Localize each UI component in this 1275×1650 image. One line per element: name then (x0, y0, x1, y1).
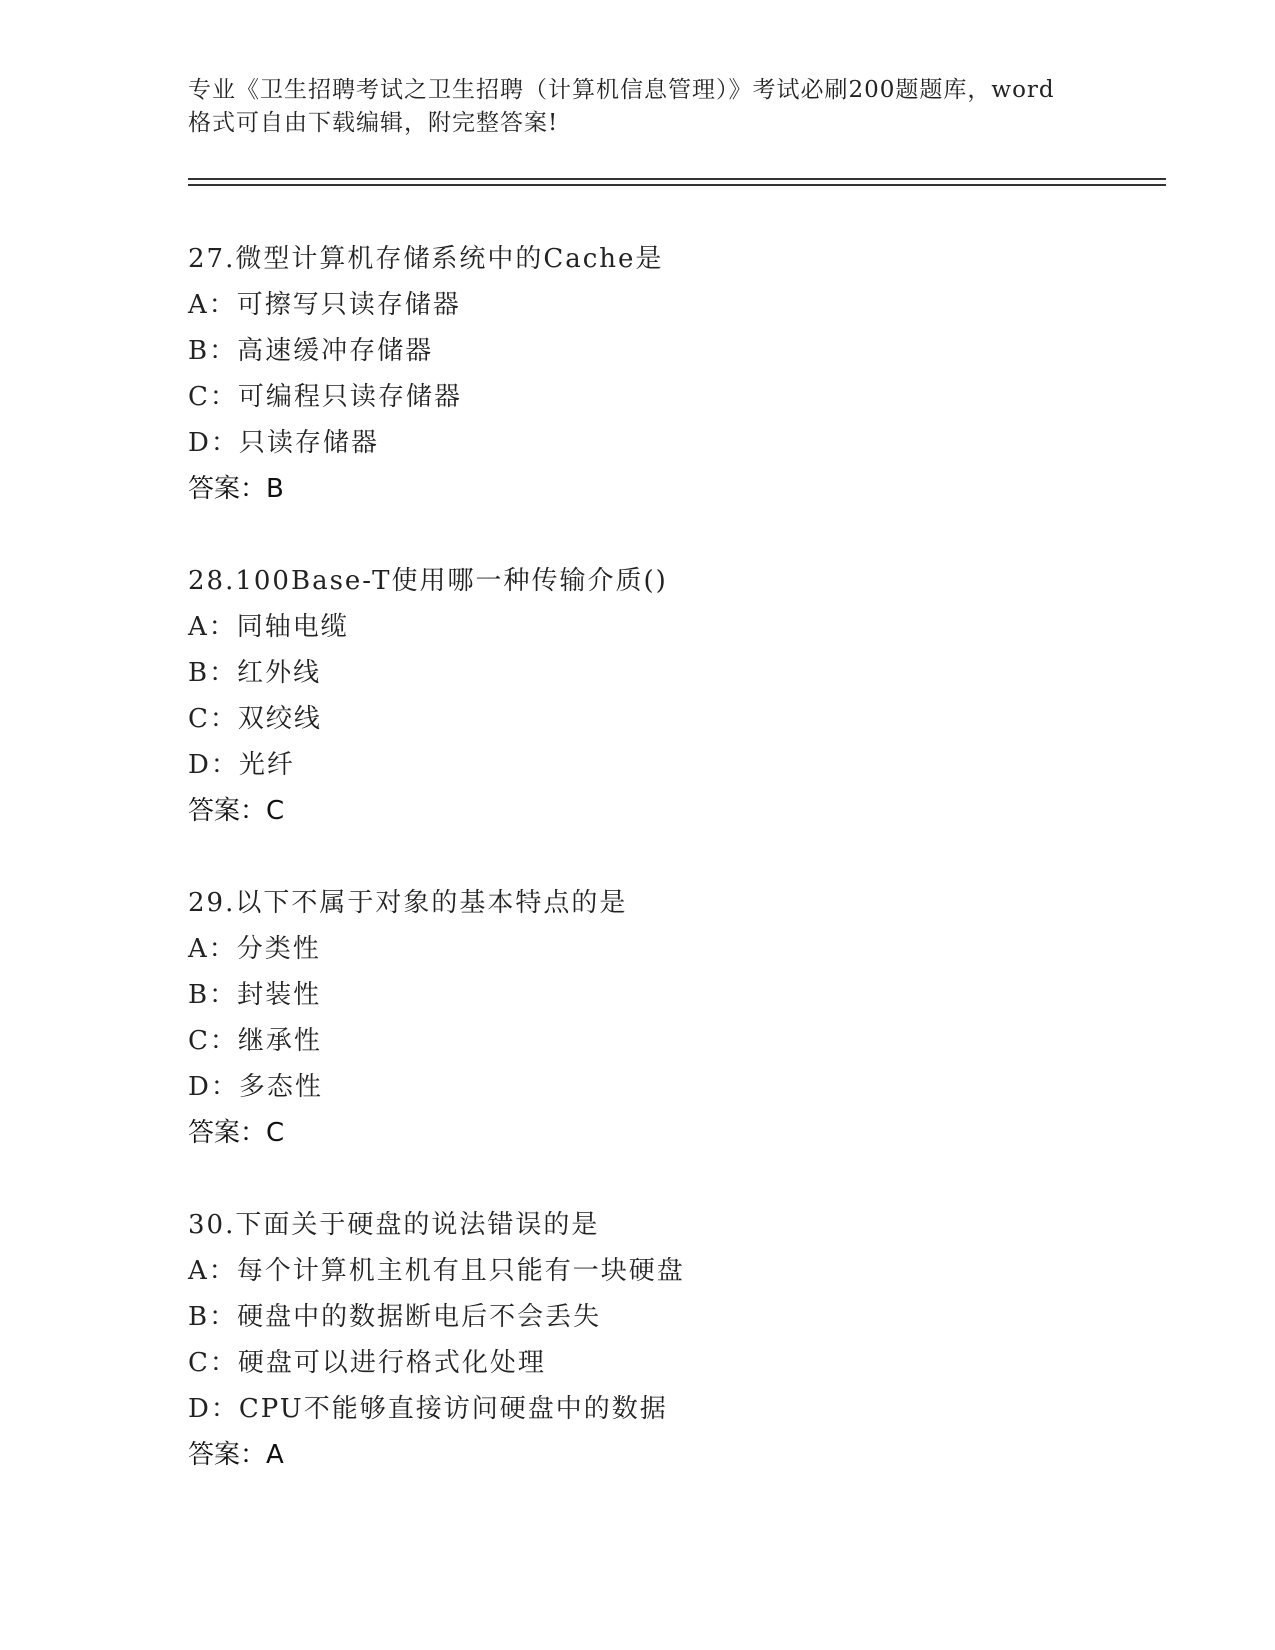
option-d: D：光纤 (188, 750, 295, 780)
option-d: D：CPU不能够直接访问硬盘中的数据 (188, 1394, 668, 1424)
document-header (188, 74, 1088, 140)
question-27 (188, 236, 1168, 512)
option-d: D：多态性 (188, 1072, 323, 1102)
header-divider-bottom (188, 184, 1166, 186)
header-divider-top (188, 178, 1166, 180)
question-stem: 30.下面关于硬盘的说法错误的是 (188, 1210, 600, 1240)
option-b: B：封装性 (188, 980, 322, 1010)
question-stem: 28.100Base-T使用哪一种传输介质() (188, 566, 668, 596)
option-a: A：可擦写只读存储器 (188, 290, 461, 320)
header-line-2: 格式可自由下载编辑，附完整答案! (188, 110, 559, 136)
answer-line: 答案：A (188, 1440, 284, 1470)
question-30 (188, 1202, 1168, 1478)
question-list (188, 236, 1168, 1524)
option-b: B：硬盘中的数据断电后不会丢失 (188, 1302, 602, 1332)
option-d: D：只读存储器 (188, 428, 379, 458)
option-c: C：硬盘可以进行格式化处理 (188, 1348, 546, 1378)
question-stem: 27.微型计算机存储系统中的Cache是 (188, 244, 664, 274)
answer-line: 答案：B (188, 474, 284, 504)
question-28 (188, 558, 1168, 834)
option-b: B：红外线 (188, 658, 322, 688)
option-a: A：每个计算机主机有且只能有一块硬盘 (188, 1256, 685, 1286)
option-c: C：可编程只读存储器 (188, 382, 462, 412)
answer-line: 答案：C (188, 796, 285, 826)
answer-line: 答案：C (188, 1118, 285, 1148)
header-line-1: 专业《卫生招聘考试之卫生招聘（计算机信息管理）》考试必刷200题题库，word (188, 77, 1055, 103)
option-c: C：双绞线 (188, 704, 322, 734)
option-a: A：同轴电缆 (188, 612, 349, 642)
question-stem: 29.以下不属于对象的基本特点的是 (188, 888, 628, 918)
option-c: C：继承性 (188, 1026, 322, 1056)
option-a: A：分类性 (188, 934, 321, 964)
question-29 (188, 880, 1168, 1156)
option-b: B：高速缓冲存储器 (188, 336, 434, 366)
